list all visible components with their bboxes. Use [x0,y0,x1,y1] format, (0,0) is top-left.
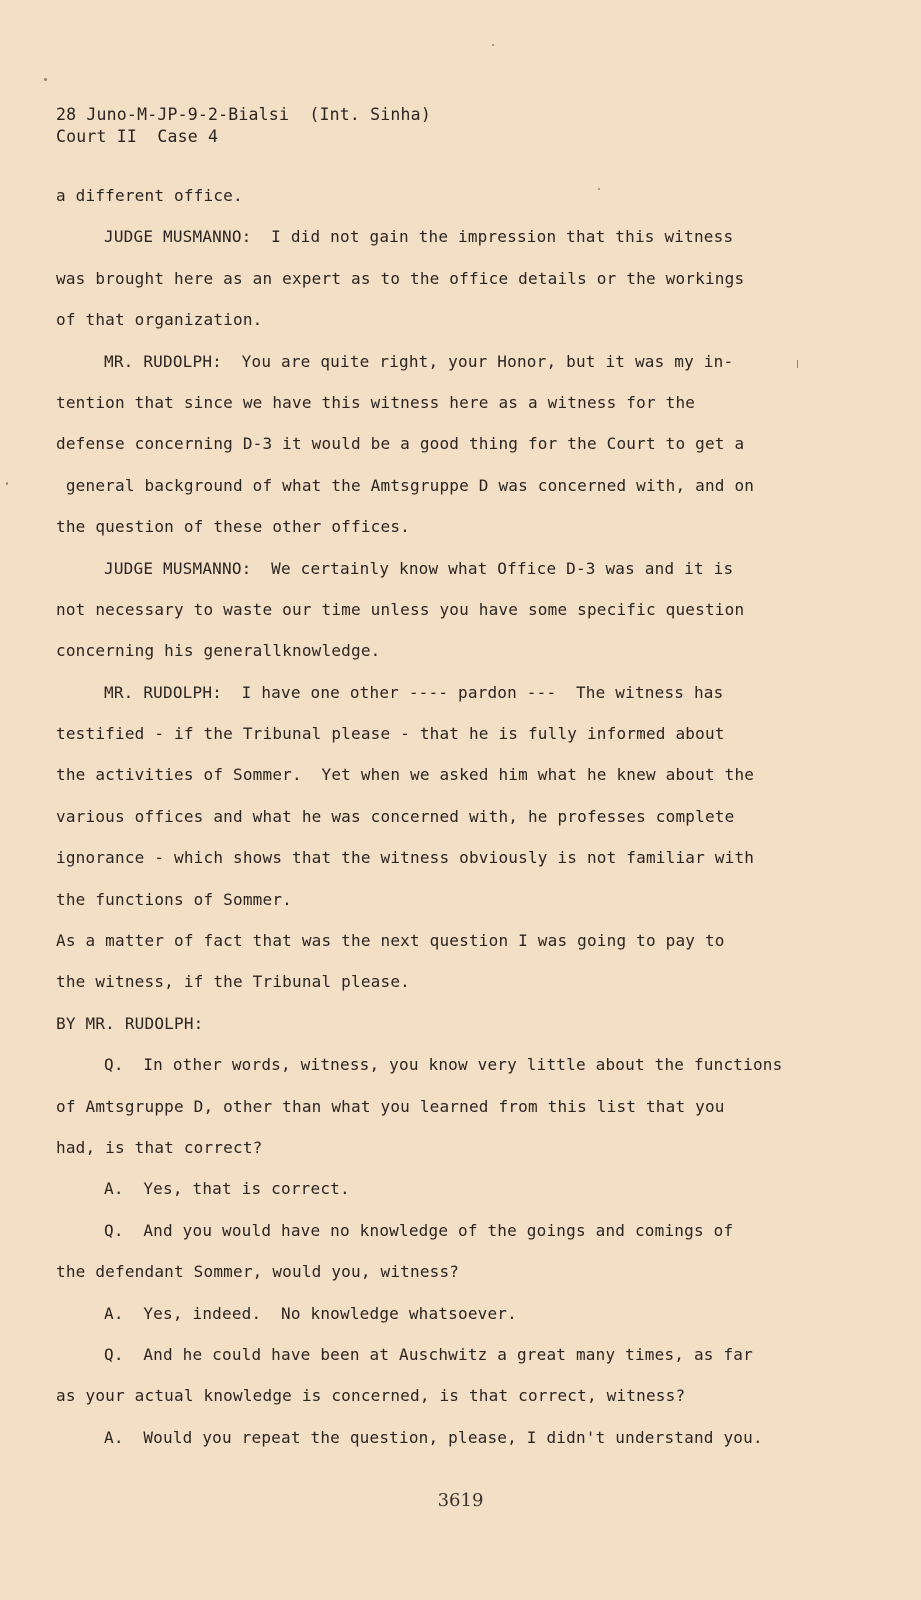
transcript-line: tention that since we have this witness here as a witness for the [56,392,696,412]
transcript-line: Q. In other words, witness, you know very little about the functions [104,1055,783,1075]
transcript-line: the witness, if the Tribunal please. [56,972,410,992]
transcript-line: JUDGE MUSMANNO: We certainly know what Office D-3 was and it is [104,558,734,578]
transcript-line: the defendant Sommer, would you, witness? [56,1262,460,1282]
document-header [56,104,431,148]
transcript-line: the question of these other offices. [56,517,410,537]
header-case-reference: 28 Juno-M-JP-9-2-Bialsi (Int. Sinha) [56,105,431,124]
transcript-body [56,184,826,1467]
transcript-line: concerning his generallknowledge. [56,641,381,661]
transcript-line: MR. RUDOLPH: You are quite right, your Honor, but it was my in- [104,351,734,371]
paper-speck [44,78,47,81]
transcript-line: Q. And you would have no knowledge of the goings and comings of [104,1220,734,1240]
transcript-line: BY MR. RUDOLPH: [56,1013,204,1033]
transcript-line: defense concerning D-3 it would be a good thing for the Court to get a [56,434,745,454]
transcript-line: was brought here as an expert as to the office details or the workings [56,268,745,288]
transcript-line: testified - if the Tribunal please - that he is fully informed about [56,724,725,744]
transcript-line: As a matter of fact that was the next question I was going to pay to [56,931,725,951]
transcript-line: ignorance - which shows that the witness obviously is not familiar with [56,848,755,868]
paper-speck [492,44,494,46]
transcript-line: Q. And he could have been at Auschwitz a great many times, as far [104,1344,753,1364]
transcript-line: a different office. [56,186,243,205]
transcript-line: the activities of Sommer. Yet when we asked him what he knew about the [56,765,755,785]
transcript-line: MR. RUDOLPH: I have one other ---- pardon --- The witness has [104,682,724,702]
paper-speck [6,482,8,485]
transcript-line: general background of what the Amtsgruppe D was concerned with, and on [56,475,755,495]
header-court-case: Court II Case 4 [56,127,219,146]
transcript-line: as your actual knowledge is concerned, is that correct, witness? [56,1386,686,1406]
transcript-line: had, is that correct? [56,1137,263,1157]
transcript-line: JUDGE MUSMANNO: I did not gain the impression that this witness [104,227,734,247]
transcript-line: not necessary to waste our time unless you have some specific question [56,599,745,619]
transcript-line: A. Yes, indeed. No knowledge whatsoever. [104,1303,517,1323]
transcript-line: of that organization. [56,310,263,330]
transcript-line: various offices and what he was concerned with, he professes complete [56,806,735,826]
page-number: 3619 [437,1490,484,1511]
transcript-line: of Amtsgruppe D, other than what you learned from this list that you [56,1096,725,1116]
transcript-line: A. Would you repeat the question, please, I didn't understand you. [104,1427,763,1447]
transcript-line: the functions of Sommer. [56,889,292,909]
transcript-line: A. Yes, that is correct. [104,1179,350,1199]
